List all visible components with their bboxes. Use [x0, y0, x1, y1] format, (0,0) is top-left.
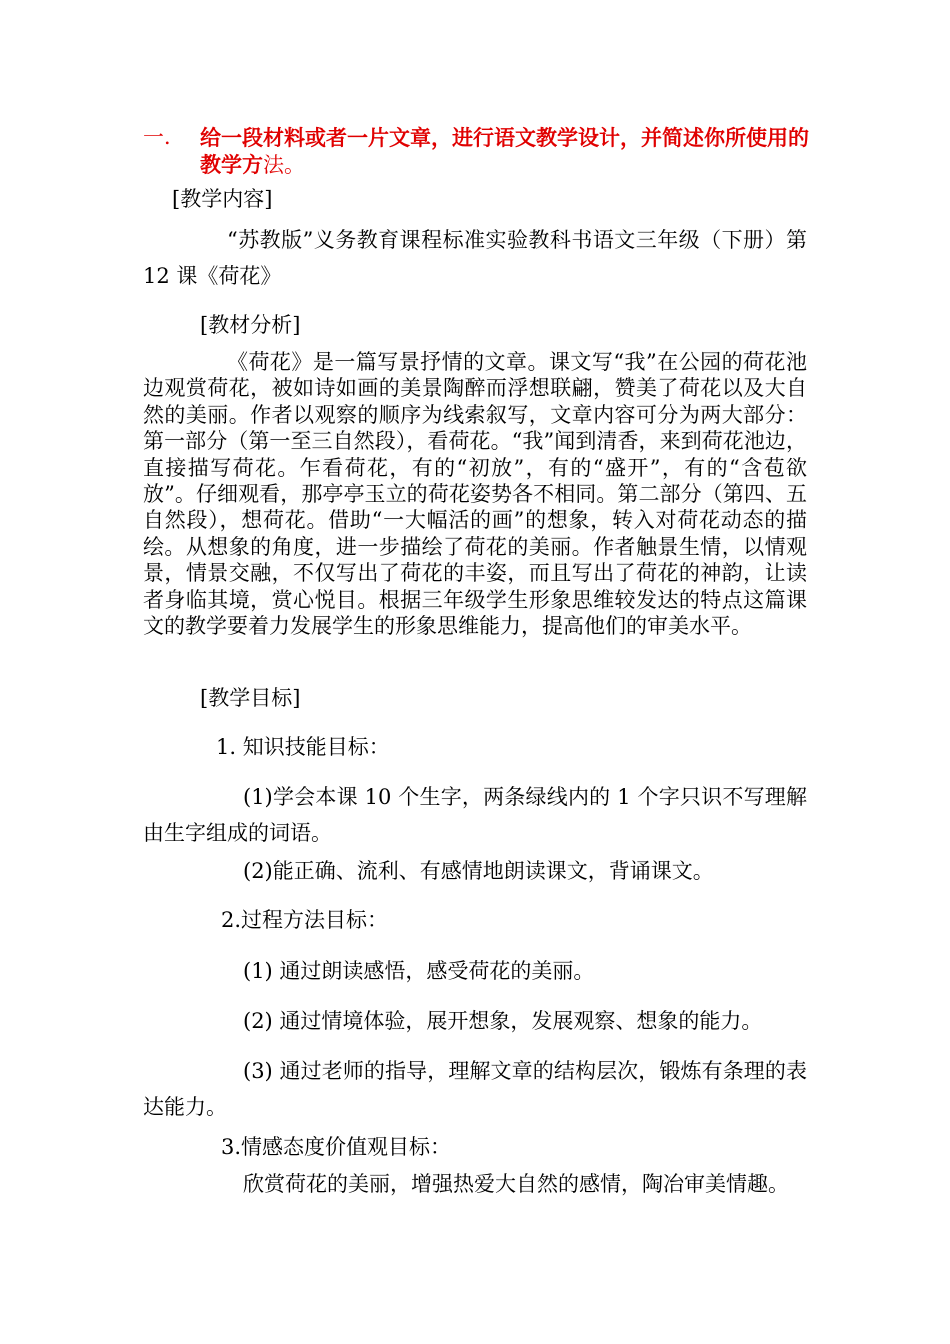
content-label: [教学内容] — [172, 187, 273, 211]
analysis-label: [教材分析] — [200, 313, 301, 337]
goals-label: [教学目标] — [200, 686, 301, 710]
goal3-item1: 欣赏荷花的美丽，增强热爱大自然的感情，陶冶审美情趣。 — [243, 1172, 789, 1196]
goal1-item1: (1)学会本课 10 个生字，两条绿线内的 1 个字只识不写理解由生字组成的词语。 — [143, 785, 807, 845]
goal2-title: 2.过程方法目标： — [221, 908, 389, 932]
goal1-item2: (2)能正确、流利、有感情地朗读课文，背诵课文。 — [243, 859, 714, 883]
question-tail: 法。 — [263, 153, 305, 177]
goal1-title: 1. 知识技能目标： — [216, 735, 390, 759]
goal3-title: 3.情感态度价值观目标： — [221, 1135, 452, 1159]
textbook-line: “苏教版”义务教育课程标准实验教科书语文三年级（下册）第 12 课《荷花》 — [143, 228, 807, 288]
goal2-item3: (3) 通过老师的指导，理解文章的结构层次，锻炼有条理的表达能力。 — [143, 1059, 807, 1119]
question-heading — [143, 124, 823, 179]
analysis-paragraph: 《荷花》是一篇写景抒情的文章。课文写“我”在公园的荷花池边观赏荷花，被如诗如画的美景陶醉而浮想联翩，赞美了荷花以及大自然的美丽。作者以观察的顺序为线索叙写，文章内容可分为两大部分：第一部分（第一至三自然段），看荷花。“我”闻到清香，来到荷花池边，直接描写荷花。乍看荷花，有的“初放”，有的“盛开”，有的“含苞欲放”。仔细观看，那亭亭玉立的荷花姿势各不相同。第二部分（第四、五自然段），想荷花。借助“一大幅活的画”的想象，转入对荷花动态的描绘。从想象的角度，进一步描绘了荷花的美丽。作者触景生情，以情观景，情景交融，不仅写出了荷花的丰姿，而且写出了荷花的神韵，让读者身临其境，赏心悦目。根据三年级学生形象思维较发达的特点这篇课文的教学要着力发展学生的形象思维能力，提高他们的审美水平。 — [143, 350, 807, 639]
question-text — [200, 124, 823, 179]
goal2-item2: (2) 通过情境体验，展开想象，发展观察、想象的能力。 — [243, 1009, 763, 1033]
goal2-item1: (1) 通过朗读感悟，感受荷花的美丽。 — [243, 959, 595, 983]
question-main: 给一段材料或者一片文章，进行语文教学设计，并简述你所使用的教学方 — [200, 125, 809, 177]
question-number: 一． — [143, 125, 185, 149]
